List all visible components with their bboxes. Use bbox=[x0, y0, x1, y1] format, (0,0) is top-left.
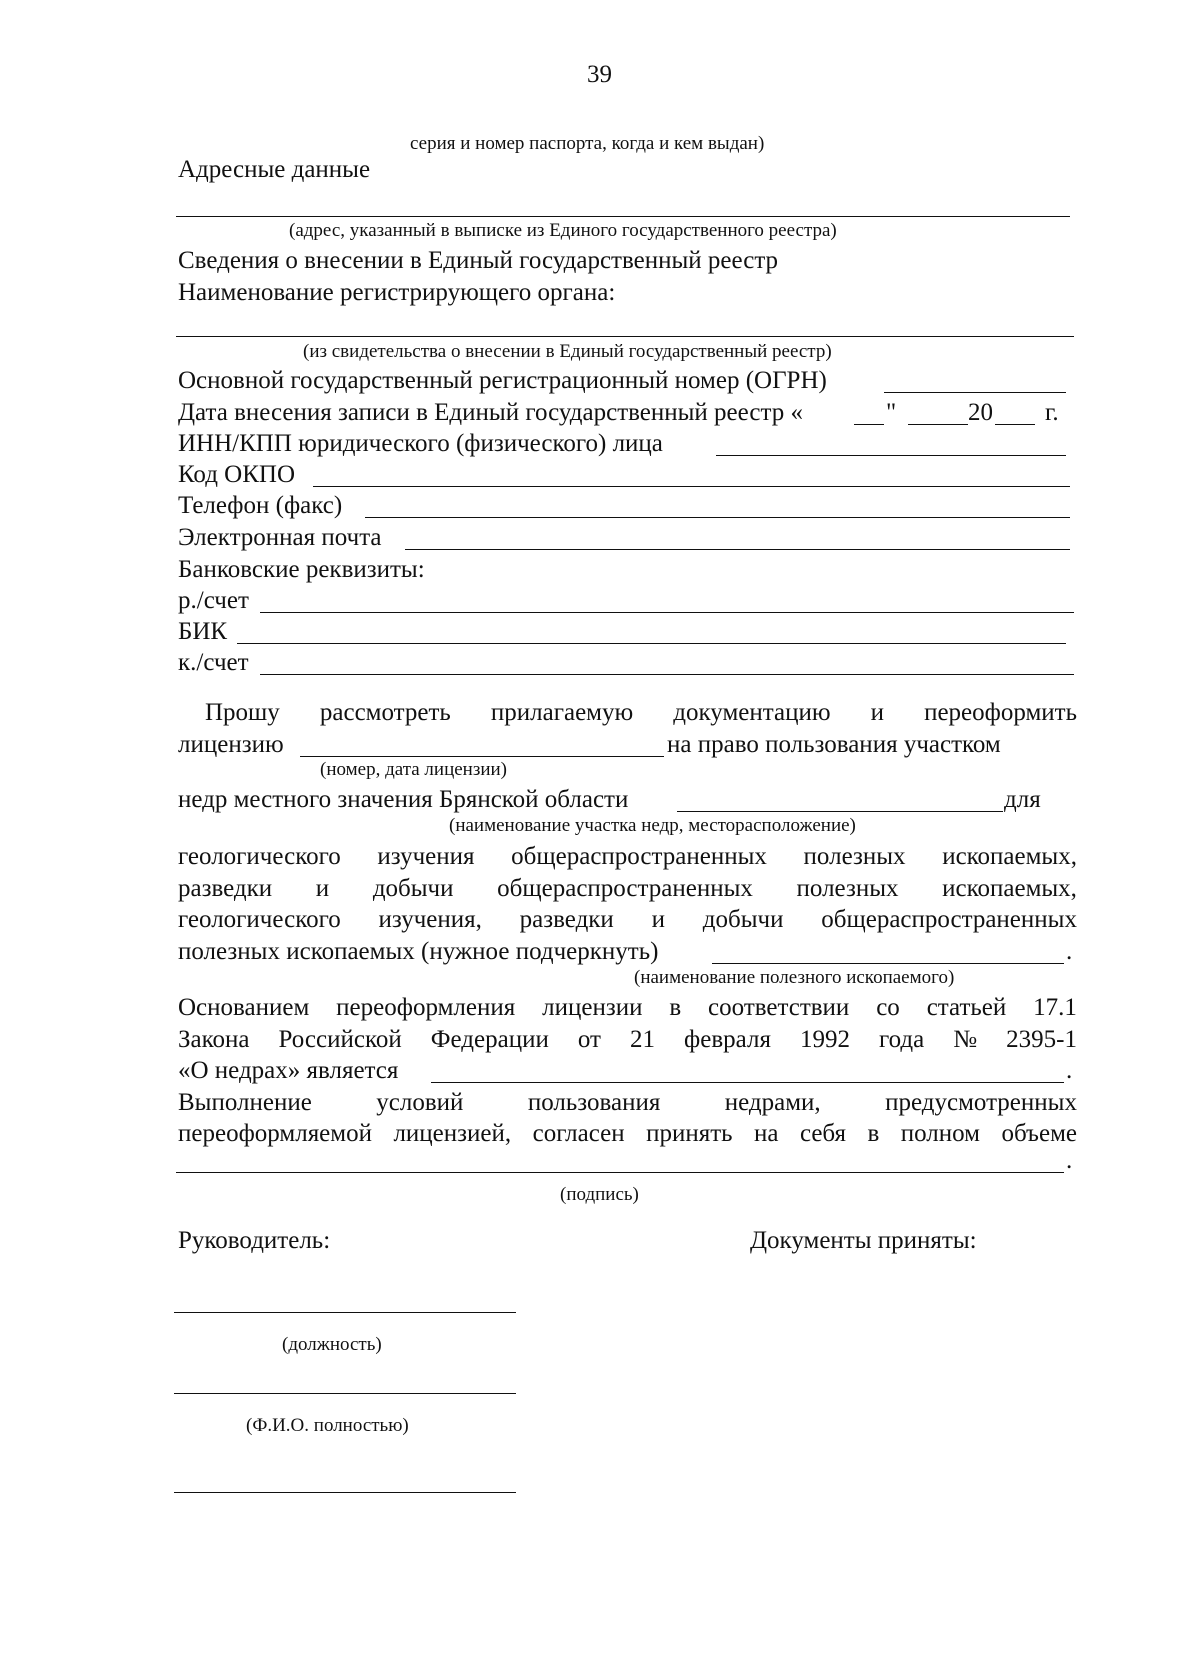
word: и bbox=[870, 699, 884, 726]
use-right-text: на право пользования участком bbox=[667, 731, 1001, 758]
word: переоформляемой bbox=[178, 1120, 372, 1147]
bank-heading: Банковские реквизиты: bbox=[178, 556, 425, 583]
account-label: р./счет bbox=[178, 587, 249, 614]
word: со bbox=[876, 994, 900, 1021]
phone-label: Телефон (факс) bbox=[178, 492, 343, 519]
word: полном bbox=[900, 1120, 980, 1147]
license-caption: (номер, дата лицензии) bbox=[320, 759, 508, 780]
subsoil-text: недр местного значения Брянской области bbox=[178, 786, 629, 813]
registry-heading: Сведения о внесении в Единый государственный реестр bbox=[178, 247, 779, 274]
address-caption: (адрес, указанный в выписке из Единого государственного реестра) bbox=[289, 220, 837, 241]
word: переоформления bbox=[336, 994, 516, 1021]
word: согласен bbox=[532, 1120, 625, 1147]
word: общераспространенных bbox=[821, 906, 1077, 933]
word: разведки bbox=[178, 875, 273, 902]
word: Закона bbox=[178, 1026, 250, 1053]
ogrn-field[interactable] bbox=[884, 392, 1066, 393]
registering-body-field[interactable] bbox=[176, 336, 1074, 337]
entry-date-day-field[interactable] bbox=[854, 424, 884, 425]
word: 2395-1 bbox=[1006, 1026, 1077, 1053]
signature-caption: (подпись) bbox=[560, 1184, 639, 1205]
word: общераспространенных bbox=[497, 875, 753, 902]
word: геологического bbox=[178, 843, 341, 870]
word: Федерации bbox=[430, 1026, 549, 1053]
mineral-caption: (наименование полезного ископаемого) bbox=[634, 967, 955, 988]
word: 17.1 bbox=[1033, 994, 1077, 1021]
entry-date-quote: " bbox=[886, 399, 897, 426]
entry-date-label: Дата внесения записи в Единый государственный реестр « bbox=[178, 399, 803, 426]
word: соответствии bbox=[708, 994, 850, 1021]
position-field[interactable] bbox=[174, 1312, 516, 1313]
word: полезных bbox=[803, 843, 906, 870]
word: предусмотренных bbox=[885, 1089, 1077, 1116]
bottom-signature-field[interactable] bbox=[174, 1492, 516, 1493]
signature-period: . bbox=[1066, 1147, 1073, 1174]
word: лицензией, bbox=[393, 1120, 512, 1147]
registering-body-label: Наименование регистрирующего органа: bbox=[178, 279, 616, 306]
site-field[interactable] bbox=[677, 811, 1003, 812]
basis-line-2 bbox=[178, 1027, 1077, 1052]
site-caption: (наименование участка недр, месторасположение) bbox=[449, 815, 856, 836]
entry-date-year-prefix: 20 bbox=[968, 399, 993, 426]
word: принять bbox=[646, 1120, 733, 1147]
corr-account-label: к./счет bbox=[178, 649, 249, 676]
word: изучения, bbox=[378, 906, 482, 933]
word: статьей bbox=[926, 994, 1007, 1021]
documents-accepted-label: Документы приняты: bbox=[750, 1227, 977, 1254]
word: от bbox=[577, 1026, 601, 1053]
word: прилагаемую bbox=[490, 699, 634, 726]
account-field[interactable] bbox=[260, 612, 1074, 613]
entry-date-year-suffix: г. bbox=[1045, 399, 1059, 426]
word: рассмотреть bbox=[319, 699, 451, 726]
word: переоформить bbox=[924, 699, 1077, 726]
word: документацию bbox=[673, 699, 831, 726]
word: пользования bbox=[527, 1089, 661, 1116]
email-label: Электронная почта bbox=[178, 524, 382, 551]
passport-caption: серия и номер паспорта, когда и кем выдан) bbox=[410, 133, 765, 154]
license-label: лицензию bbox=[178, 731, 284, 758]
word: в bbox=[867, 1120, 880, 1147]
certificate-caption: (из свидетельства о внесении в Единый государственный реестр) bbox=[303, 341, 832, 362]
purpose-line-2 bbox=[178, 876, 1077, 901]
word: добычи bbox=[702, 906, 784, 933]
inn-field[interactable] bbox=[716, 455, 1066, 456]
word: Прошу bbox=[205, 699, 280, 726]
mineral-field[interactable] bbox=[712, 963, 1064, 964]
full-name-field[interactable] bbox=[174, 1393, 516, 1394]
for-text: для bbox=[1004, 786, 1041, 813]
word: полезных bbox=[796, 875, 899, 902]
word: и bbox=[651, 906, 665, 933]
bik-label: БИК bbox=[178, 618, 228, 645]
word: себя bbox=[799, 1120, 847, 1147]
corr-account-field[interactable] bbox=[260, 674, 1074, 675]
license-field[interactable] bbox=[300, 756, 664, 757]
conditions-line-2 bbox=[178, 1121, 1077, 1146]
word: 21 bbox=[630, 1026, 656, 1053]
conditions-line-1 bbox=[178, 1090, 1077, 1115]
basis-line-3: «О недрах» является bbox=[178, 1057, 399, 1084]
word: добычи bbox=[372, 875, 454, 902]
word: лицензии bbox=[542, 994, 643, 1021]
word: геологического bbox=[178, 906, 341, 933]
bik-field[interactable] bbox=[237, 643, 1066, 644]
word: Основанием bbox=[178, 994, 310, 1021]
purpose-line-4: полезных ископаемых (нужное подчеркнуть) bbox=[178, 938, 659, 965]
word: общераспространенных bbox=[511, 843, 767, 870]
okpo-field[interactable] bbox=[313, 486, 1070, 487]
entry-date-year-field[interactable] bbox=[995, 424, 1035, 425]
email-field[interactable] bbox=[405, 549, 1070, 550]
word: Российской bbox=[278, 1026, 402, 1053]
word: 1992 bbox=[799, 1026, 850, 1053]
address-label: Адресные данные bbox=[178, 156, 371, 183]
word: № bbox=[953, 1026, 978, 1053]
word: и bbox=[315, 875, 330, 902]
word: в bbox=[669, 994, 682, 1021]
word: на bbox=[754, 1120, 779, 1147]
word: года bbox=[879, 1026, 925, 1053]
okpo-label: Код ОКПО bbox=[178, 461, 296, 488]
basis-field[interactable] bbox=[431, 1082, 1064, 1083]
full-name-caption: (Ф.И.О. полностью) bbox=[246, 1415, 409, 1436]
phone-field[interactable] bbox=[365, 517, 1070, 518]
word: Выполнение bbox=[178, 1089, 312, 1116]
word: ископаемых, bbox=[942, 843, 1077, 870]
word: объеме bbox=[1001, 1120, 1077, 1147]
word: ископаемых, bbox=[942, 875, 1077, 902]
page-number: 39 bbox=[587, 61, 612, 88]
mineral-period: . bbox=[1066, 938, 1073, 965]
inn-label: ИНН/КПП юридического (физического) лица bbox=[178, 430, 663, 457]
basis-line-1 bbox=[178, 995, 1077, 1020]
word: условий bbox=[376, 1089, 464, 1116]
purpose-line-3 bbox=[178, 907, 1077, 932]
word: изучения bbox=[377, 843, 475, 870]
head-label: Руководитель: bbox=[178, 1227, 331, 1254]
word: недрами, bbox=[724, 1089, 821, 1116]
purpose-line-1 bbox=[178, 844, 1077, 869]
address-field[interactable] bbox=[176, 216, 1070, 217]
word: февраля bbox=[684, 1026, 771, 1053]
word: разведки bbox=[519, 906, 614, 933]
signature-field[interactable] bbox=[176, 1172, 1064, 1173]
ogrn-label: Основной государственный регистрационный номер (ОГРН) bbox=[178, 367, 827, 394]
basis-period: . bbox=[1066, 1057, 1073, 1084]
request-line-1 bbox=[205, 700, 1077, 725]
entry-date-month-field[interactable] bbox=[908, 424, 968, 425]
position-caption: (должность) bbox=[282, 1334, 382, 1355]
